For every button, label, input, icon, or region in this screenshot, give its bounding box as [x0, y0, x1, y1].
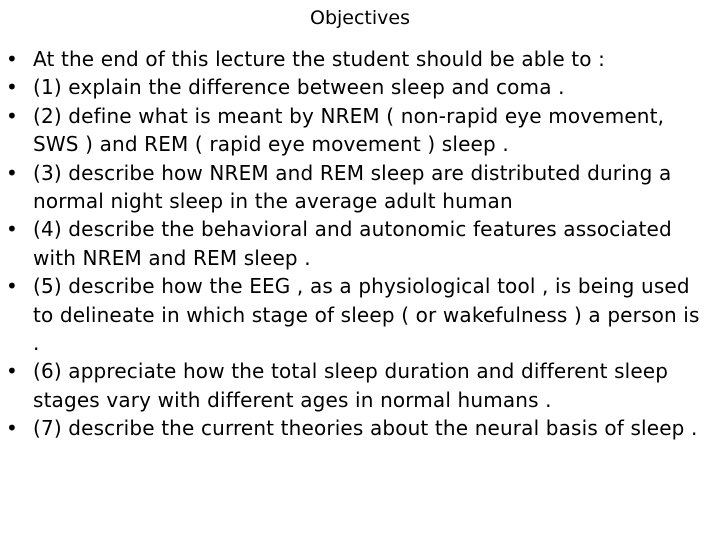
bullet-icon: • — [6, 359, 18, 384]
bullet-icon: • — [6, 47, 18, 71]
slide-title: Objectives — [310, 7, 410, 29]
objective-text: (5) describe how the EEG , as a physiological tool , is being used to delineate in which stage of sleep ( or wakefulness ) a person is . — [33, 274, 700, 356]
objectives-list — [0, 45, 712, 443]
objective-text: At the end of this lecture the student should be able to : — [33, 47, 606, 71]
bullet-icon: • — [6, 160, 18, 185]
objective-item — [0, 215, 712, 272]
bullet-icon: • — [6, 103, 18, 128]
objective-text: (1) explain the difference between sleep and coma . — [33, 75, 565, 100]
bullet-icon: • — [6, 217, 18, 242]
objective-item — [0, 102, 712, 159]
objective-text: (2) define what is meant by NREM ( non-rapid eye movement, SWS ) and REM ( rapid eye movement ) sleep . — [33, 103, 665, 157]
objective-text: (7) describe the current theories about the neural basis of sleep . — [33, 416, 698, 441]
objective-text: (4) describe the behavioral and autonomic features associated with NREM and REM sleep . — [33, 217, 672, 270]
bullet-icon: • — [6, 416, 18, 441]
objective-text: (3) describe how NREM and REM sleep are distributed during a normal night sleep in the average adult human — [33, 160, 672, 214]
objective-item — [0, 73, 712, 101]
objective-item — [0, 414, 712, 442]
objective-item — [0, 45, 712, 73]
bullet-icon: • — [6, 75, 18, 100]
objective-item — [0, 357, 712, 414]
objective-text: (6) appreciate how the total sleep duration and different sleep stages vary with different ages in normal humans . — [33, 359, 669, 412]
bullet-icon: • — [6, 274, 18, 299]
objective-item — [0, 272, 712, 357]
objective-item — [0, 159, 712, 216]
